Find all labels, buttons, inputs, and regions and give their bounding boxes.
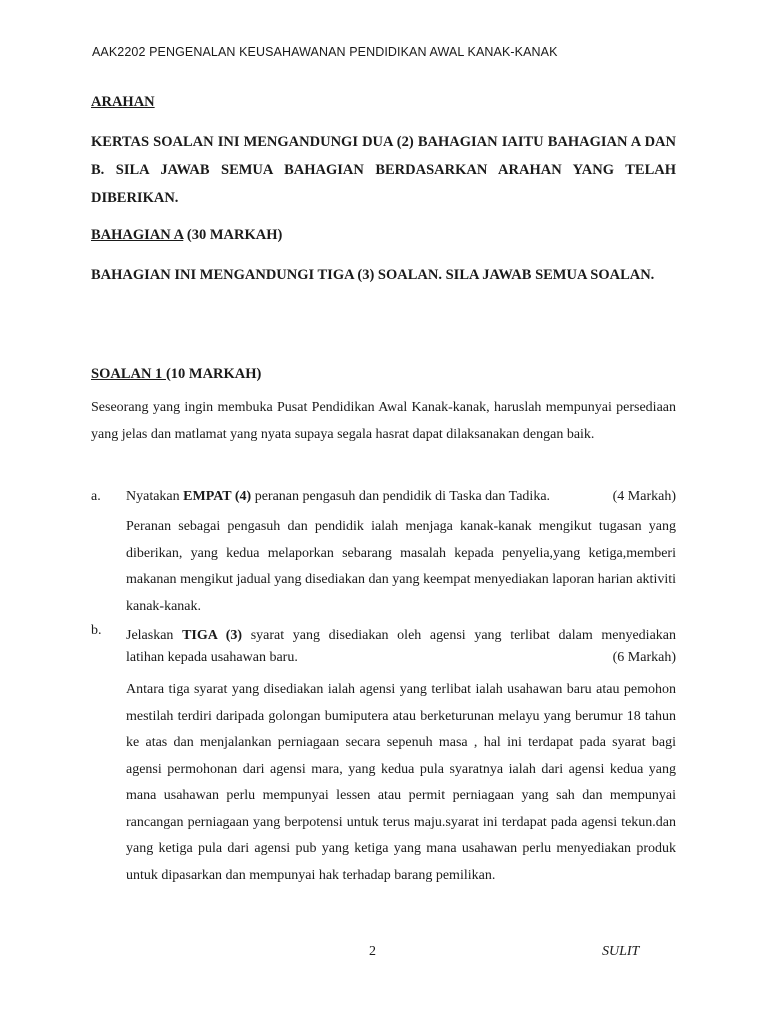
question-b-suffix: syarat yang disediakan oleh agensi yang terlibat dalam menyediakan — [242, 628, 676, 643]
arahan-text: KERTAS SOALAN INI MENGANDUNGI DUA (2) BAHAGIAN IAITU BAHAGIAN A DAN B. SILA JAWAB SEMUA BAHAGIAN BERDASARKAN ARAHAN YANG TELAH DIBERIKAN. — [91, 134, 676, 206]
question-b-bold: TIGA (3) — [182, 628, 243, 643]
bahagian-a-marks: (30 MARKAH) — [183, 227, 283, 243]
soalan-1-title: SOALAN 1 — [91, 366, 166, 382]
bahagian-a-heading — [91, 227, 282, 244]
classification-label: SULIT — [602, 944, 640, 959]
question-b-line2: latihan kepada usahawan baru. — [126, 650, 298, 665]
question-a-marks: (4 Markah) — [612, 489, 676, 504]
question-b-marker: b. — [91, 623, 102, 638]
question-a-suffix: peranan pengasuh dan pendidik di Taska dan Tadika. — [251, 489, 551, 504]
question-a-prompt — [126, 489, 676, 505]
question-a-bold: EMPAT (4) — [183, 489, 252, 504]
document-header: AAK2202 PENGENALAN KEUSAHAWANAN PENDIDIKAN AWAL KANAK-KANAK — [92, 45, 558, 59]
question-b-marks: (6 Markah) — [612, 650, 676, 665]
page-number: 2 — [369, 944, 376, 959]
soalan-1-intro: Seseorang yang ingin membuka Pusat Pendidikan Awal Kanak-kanak, haruslah mempunyai persediaan yang jelas dan matlamat yang nyata supaya segala hasrat dapat dilaksanakan dengan baik. — [91, 400, 676, 442]
question-a-prefix: Nyatakan — [126, 489, 184, 504]
question-a-answer: Peranan sebagai pengasuh dan pendidik ialah menjaga kanak-kanak mengikut tugasan yang diberikan, yang kedua melaporkan sebarang masalah kepada penyelia,yang ketiga,memberi makanan mengikut jadual yang disediakan dan yang keempat menyediakan laporan harian aktiviti kanak-kanak. — [126, 519, 676, 614]
question-b-prefix: Jelaskan — [126, 628, 183, 643]
soalan-1-marks: (10 MARKAH) — [165, 366, 262, 382]
bahagian-a-text: BAHAGIAN INI MENGANDUNGI TIGA (3) SOALAN. SILA JAWAB SEMUA SOALAN. — [91, 267, 655, 283]
arahan-heading: ARAHAN — [91, 94, 155, 110]
question-b-answer: Antara tiga syarat yang disediakan ialah agensi yang terlibat ialah usahawan baru atau pemohon mestilah terdiri daripada golongan bumiputera atau berketurunan melayu yang berumur 18 tahun ke atas dan menjalankan perniagaan secara sepenuh masa , hal ini terdapat pada syarat bagi agensi permohonan dari agensi mara, yang kedua pula syaratnya ialah dari agensi kedua yang mana usahawan perlu mempunyai lessen atau permit perniagaan yang sah dan mempunyai rancangan perniagaan yang berpotensi untuk terus maju.syarat ini terdapat pada agensi tekun.dan yang ketiga pula dari agensi pub yang ketiga yang mana usahawan perlu menyediakan produk untuk dipasarkan dan mempunyai hak terhadap barang pemilikan. — [126, 682, 676, 883]
bahagian-a-title: BAHAGIAN A — [91, 227, 184, 243]
question-a-marker: a. — [91, 489, 101, 504]
soalan-1-heading — [91, 366, 261, 383]
question-b-prompt — [126, 623, 676, 650]
question-b-prompt-line2 — [126, 650, 676, 666]
